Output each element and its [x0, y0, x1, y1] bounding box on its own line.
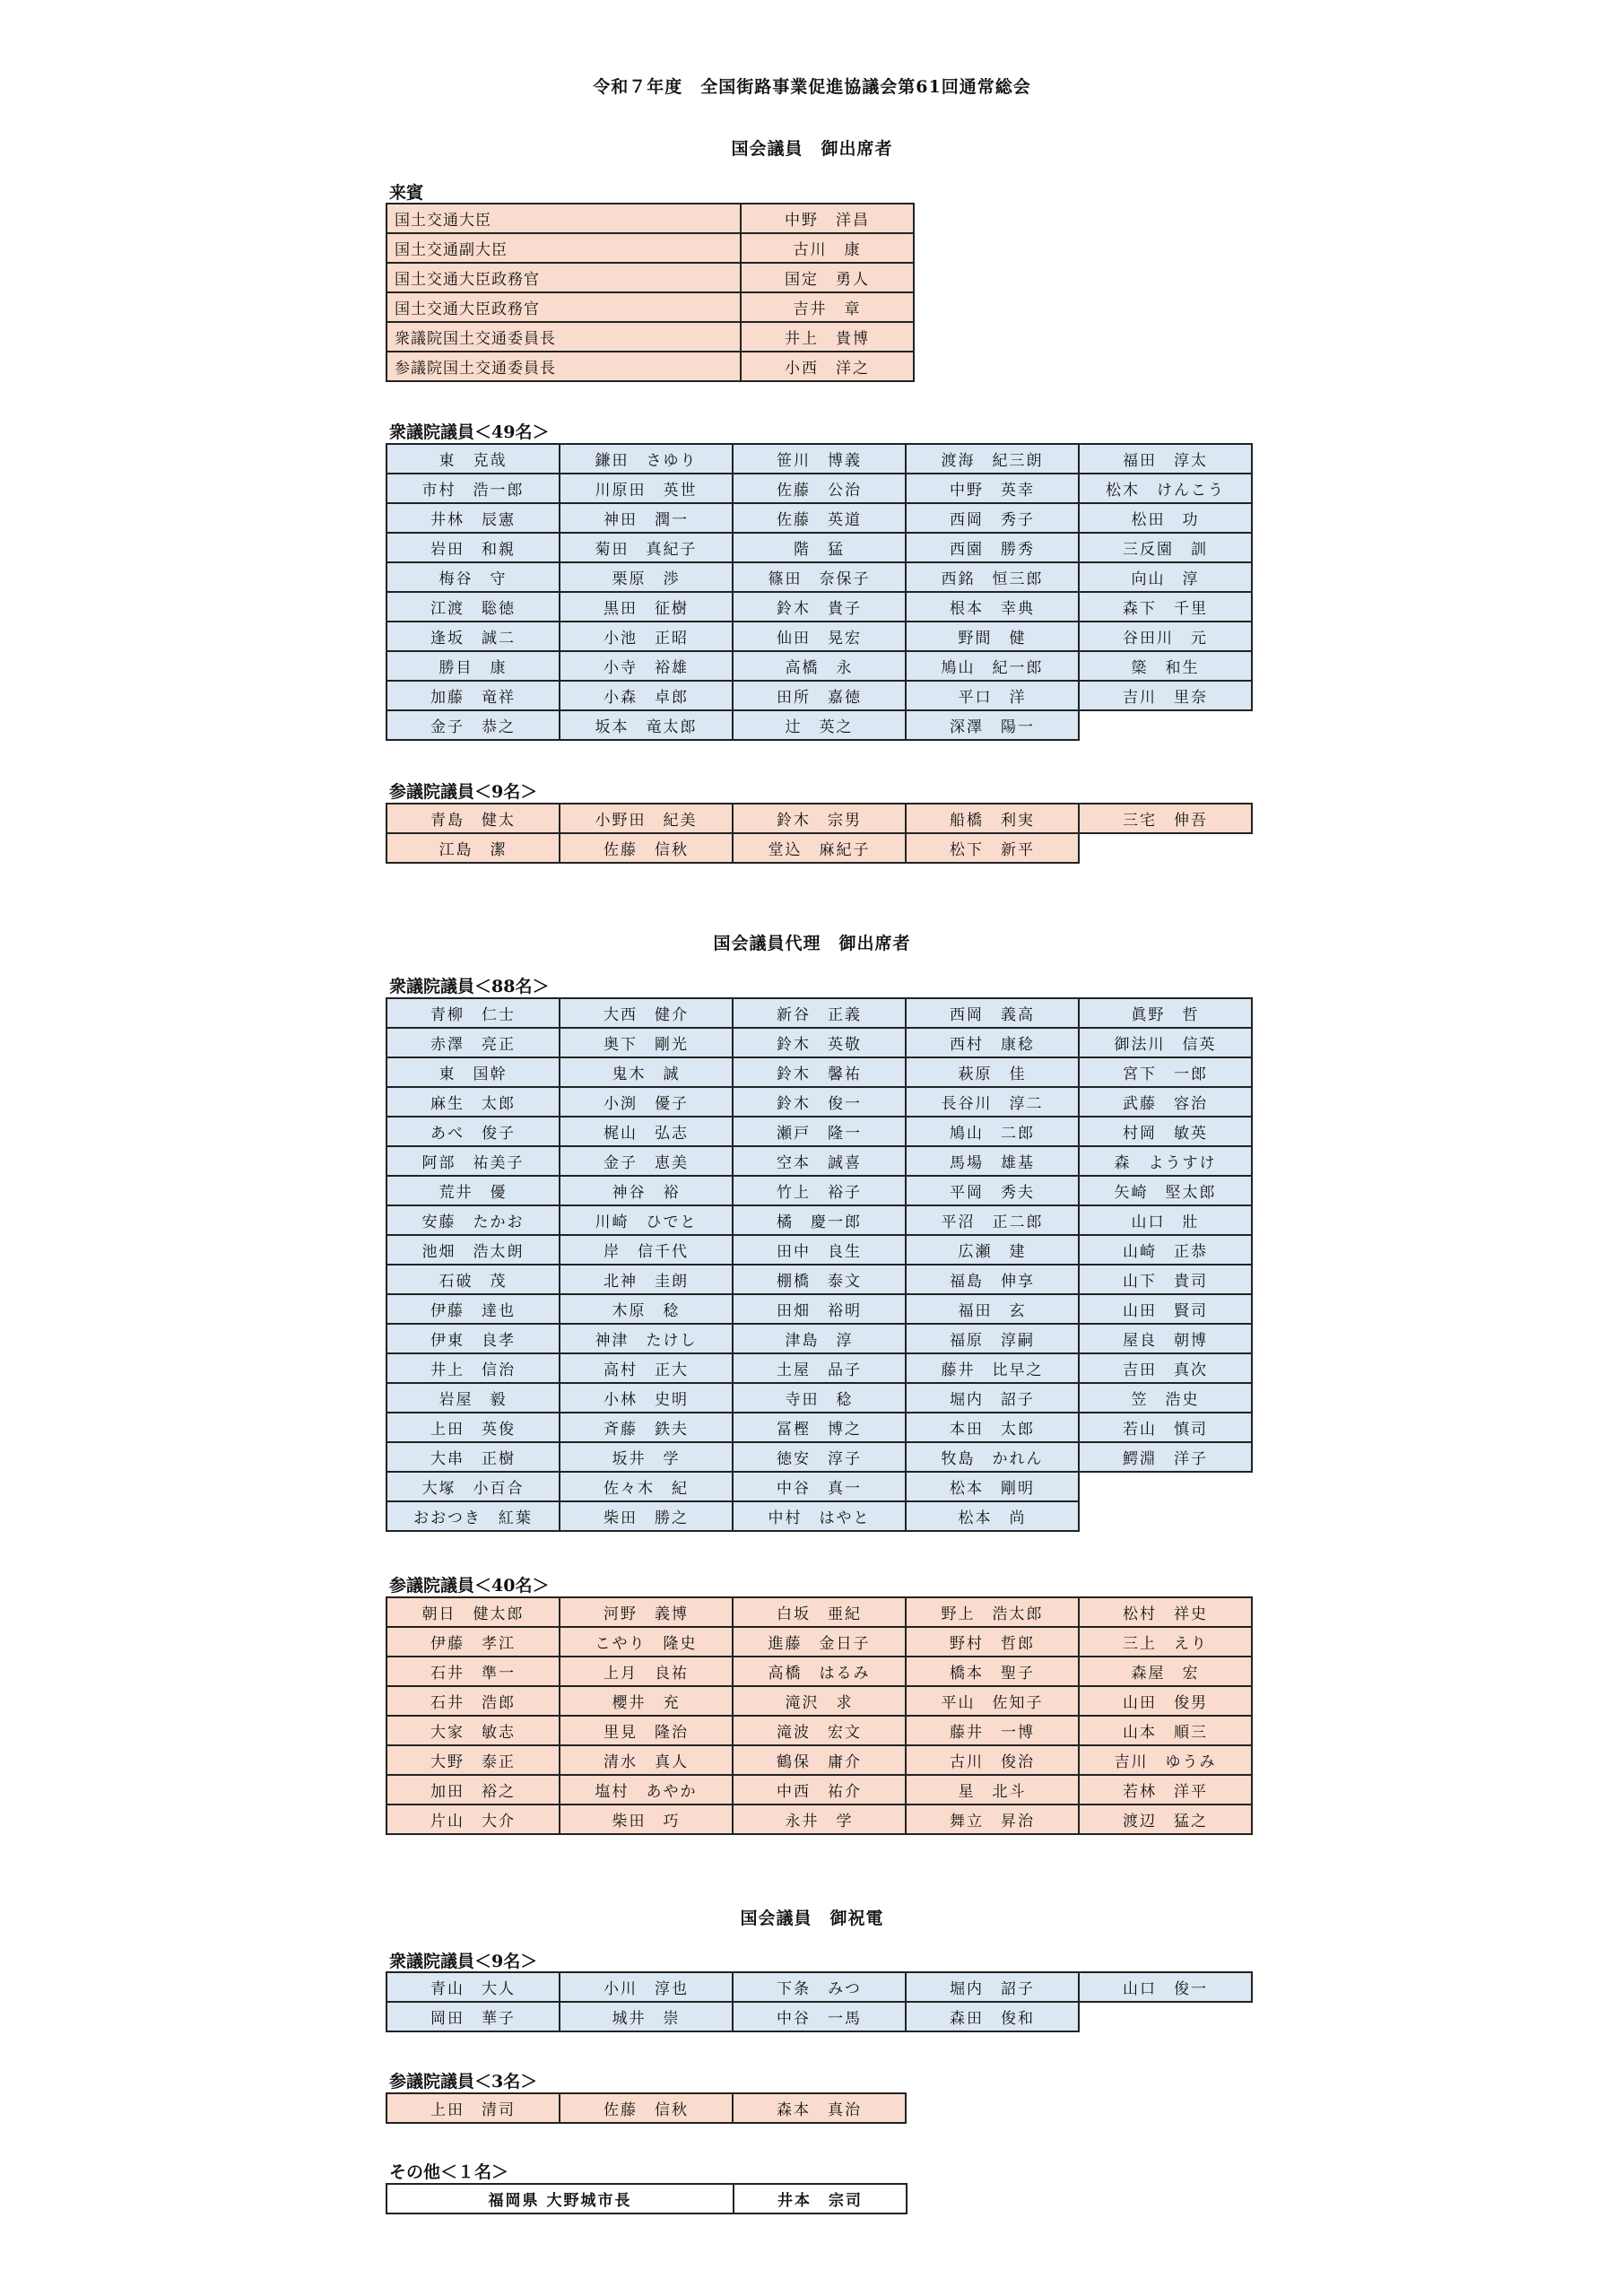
- member-name-cell: 東 克哉: [386, 444, 560, 474]
- member-name-cell: 小寺 裕雄: [560, 651, 733, 681]
- table-row: [386, 1805, 1252, 1834]
- member-name-cell: 御法川 信英: [1079, 1028, 1252, 1057]
- table-row: [386, 1146, 1252, 1176]
- member-name-cell: 江島 潔: [386, 833, 560, 863]
- member-name-cell: 北神 圭朗: [560, 1265, 733, 1294]
- member-name-cell: 鳩山 紀一郎: [906, 651, 1079, 681]
- member-name-cell: 川崎 ひでと: [560, 1205, 733, 1235]
- member-name-cell: 国定 勇人: [741, 263, 914, 292]
- table-row: [386, 622, 1252, 651]
- section-heading-attendees: 国会議員 御出席者: [731, 139, 893, 159]
- table-row: [386, 804, 1252, 833]
- table-row: [386, 1745, 1252, 1775]
- member-name-cell: 青山 大人: [386, 1972, 560, 2002]
- member-name-cell: 池畑 浩太朗: [386, 1235, 560, 1265]
- table-row: [386, 1205, 1252, 1235]
- member-name-cell: 中西 祐介: [733, 1775, 906, 1805]
- member-name-cell: 安藤 たかお: [386, 1205, 560, 1235]
- member-name-cell: 佐藤 英道: [733, 503, 906, 533]
- member-name-cell: 吉川 ゆうみ: [1079, 1745, 1252, 1775]
- member-name-cell: 堂込 麻紀子: [733, 833, 906, 863]
- member-name-cell: 寺田 稔: [733, 1383, 906, 1413]
- empty-cell: [1079, 1472, 1252, 1501]
- guests-table: [386, 203, 915, 382]
- table-row: [386, 2184, 907, 2213]
- member-name-cell: 岩屋 毅: [386, 1383, 560, 1413]
- empty-cell: [1079, 710, 1252, 740]
- member-name-cell: 進藤 金日子: [733, 1627, 906, 1657]
- member-name-cell: 金子 恭之: [386, 710, 560, 740]
- member-name-cell: 逢坂 誠二: [386, 622, 560, 651]
- table-row: [386, 1057, 1252, 1087]
- member-name-cell: 山本 順三: [1079, 1716, 1252, 1745]
- member-name-cell: 鳩山 二郎: [906, 1117, 1079, 1146]
- member-name-cell: 井上 貴博: [741, 322, 914, 352]
- member-name-cell: 青島 健太: [386, 804, 560, 833]
- member-name-cell: 渡海 紀三朗: [906, 444, 1079, 474]
- member-name-cell: 梶山 弘志: [560, 1117, 733, 1146]
- member-name-cell: 森屋 宏: [1079, 1657, 1252, 1686]
- member-name-cell: 上月 良祐: [560, 1657, 733, 1686]
- member-name-cell: 岩田 和親: [386, 533, 560, 562]
- member-name-cell: 柴田 巧: [560, 1805, 733, 1834]
- member-name-cell: 藤井 比早之: [906, 1353, 1079, 1383]
- table-row: [386, 503, 1252, 533]
- member-name-cell: 井本 宗司: [734, 2184, 907, 2213]
- member-name-cell: 松村 祥史: [1079, 1597, 1252, 1627]
- member-name-cell: 河野 義博: [560, 1597, 733, 1627]
- member-name-cell: 岡田 華子: [386, 2002, 560, 2031]
- member-name-cell: 矢崎 堅太郎: [1079, 1176, 1252, 1205]
- table-row: [386, 592, 1252, 622]
- member-name-cell: 新谷 正義: [733, 998, 906, 1028]
- member-name-cell: 篠田 奈保子: [733, 562, 906, 592]
- member-name-cell: 中野 洋昌: [741, 204, 914, 233]
- member-name-cell: 白坂 亜紀: [733, 1597, 906, 1627]
- member-name-cell: 萩原 佳: [906, 1057, 1079, 1087]
- member-name-cell: 小渕 優子: [560, 1087, 733, 1117]
- member-name-cell: 長谷川 淳二: [906, 1087, 1079, 1117]
- member-name-cell: 神津 たけし: [560, 1324, 733, 1353]
- member-name-cell: 三上 えり: [1079, 1627, 1252, 1657]
- member-name-cell: 江渡 聡徳: [386, 592, 560, 622]
- member-name-cell: 滝沢 求: [733, 1686, 906, 1716]
- member-name-cell: 津島 淳: [733, 1324, 906, 1353]
- proxy-lower-table: [386, 997, 1253, 1532]
- table-row: [386, 263, 914, 292]
- member-name-cell: 小野田 紀美: [560, 804, 733, 833]
- member-name-cell: 滝波 宏文: [733, 1716, 906, 1745]
- member-name-cell: 田畑 裕明: [733, 1294, 906, 1324]
- member-name-cell: 鈴木 俊一: [733, 1087, 906, 1117]
- member-name-cell: 笠 浩史: [1079, 1383, 1252, 1413]
- member-name-cell: 井林 辰憲: [386, 503, 560, 533]
- member-name-cell: 平口 洋: [906, 681, 1079, 710]
- member-name-cell: 中野 英幸: [906, 474, 1079, 503]
- others-label: その他＜１名＞: [389, 2162, 509, 2182]
- member-name-cell: 福田 玄: [906, 1294, 1079, 1324]
- table-row: [386, 681, 1252, 710]
- table-row: [386, 1716, 1252, 1745]
- member-name-cell: 仙田 晃宏: [733, 622, 906, 651]
- member-name-cell: 松下 新平: [906, 833, 1079, 863]
- position-cell: 国土交通大臣政務官: [386, 292, 741, 322]
- empty-cell: [1079, 2002, 1252, 2031]
- member-name-cell: 馬場 雄基: [906, 1146, 1079, 1176]
- member-name-cell: 堀内 詔子: [906, 1383, 1079, 1413]
- tele-upper-label: 参議院議員＜3名＞: [389, 2072, 538, 2092]
- member-name-cell: 坂井 学: [560, 1442, 733, 1472]
- member-name-cell: 鰐淵 洋子: [1079, 1442, 1252, 1472]
- member-name-cell: 朝日 健太郎: [386, 1597, 560, 1627]
- member-name-cell: 吉川 里奈: [1079, 681, 1252, 710]
- member-name-cell: 船橋 利実: [906, 804, 1079, 833]
- member-name-cell: 加田 裕之: [386, 1775, 560, 1805]
- member-name-cell: 西銘 恒三郎: [906, 562, 1079, 592]
- table-row: [386, 1501, 1252, 1531]
- guests-label: 来賓: [389, 183, 424, 203]
- member-name-cell: 中谷 一馬: [733, 2002, 906, 2031]
- member-name-cell: 佐藤 信秋: [560, 833, 733, 863]
- table-row: [386, 292, 914, 322]
- member-name-cell: 瀬戸 隆一: [733, 1117, 906, 1146]
- member-name-cell: 石井 準一: [386, 1657, 560, 1686]
- table-row: [386, 998, 1252, 1028]
- member-name-cell: 村岡 敏英: [1079, 1117, 1252, 1146]
- member-name-cell: 東 国幹: [386, 1057, 560, 1087]
- member-name-cell: 市村 浩一郎: [386, 474, 560, 503]
- member-name-cell: 片山 大介: [386, 1805, 560, 1834]
- proxy-upper-table: [386, 1596, 1253, 1835]
- member-name-cell: 吉井 章: [741, 292, 914, 322]
- member-name-cell: 坂本 竜太郎: [560, 710, 733, 740]
- member-name-cell: 塩村 あやか: [560, 1775, 733, 1805]
- member-name-cell: 藤井 一博: [906, 1716, 1079, 1745]
- table-row: [386, 1117, 1252, 1146]
- member-name-cell: 鈴木 貴子: [733, 592, 906, 622]
- member-name-cell: 棚橋 泰文: [733, 1265, 906, 1294]
- member-name-cell: 青柳 仁士: [386, 998, 560, 1028]
- member-name-cell: 野上 浩太郎: [906, 1597, 1079, 1627]
- position-cell: 衆議院国土交通委員長: [386, 322, 741, 352]
- member-name-cell: 広瀬 建: [906, 1235, 1079, 1265]
- member-name-cell: 簗 和生: [1079, 651, 1252, 681]
- member-name-cell: 高橋 はるみ: [733, 1657, 906, 1686]
- table-row: [386, 1472, 1252, 1501]
- member-name-cell: 星 北斗: [906, 1775, 1079, 1805]
- member-name-cell: 金子 恵美: [560, 1146, 733, 1176]
- member-name-cell: 小西 洋之: [741, 352, 914, 381]
- member-name-cell: 松田 功: [1079, 503, 1252, 533]
- member-name-cell: 松本 剛明: [906, 1472, 1079, 1501]
- member-name-cell: 川原田 英世: [560, 474, 733, 503]
- member-name-cell: 永井 学: [733, 1805, 906, 1834]
- member-name-cell: 三宅 伸吾: [1079, 804, 1252, 833]
- document-title: 令和７年度 全国街路事業促進協議会第61回通常総会: [593, 77, 1031, 97]
- member-name-cell: 鈴木 英敬: [733, 1028, 906, 1057]
- table-row: [386, 833, 1252, 863]
- table-row: [386, 352, 914, 381]
- member-name-cell: 荒井 優: [386, 1176, 560, 1205]
- member-name-cell: 伊藤 孝江: [386, 1627, 560, 1657]
- table-row: [386, 1265, 1252, 1294]
- member-name-cell: 森本 真治: [733, 2093, 906, 2123]
- table-row: [386, 444, 1252, 474]
- member-name-cell: 舞立 昇治: [906, 1805, 1079, 1834]
- member-name-cell: 眞野 哲: [1079, 998, 1252, 1028]
- member-name-cell: 西岡 義高: [906, 998, 1079, 1028]
- position-cell: 福岡県 大野城市長: [386, 2184, 734, 2213]
- member-name-cell: 武藤 容治: [1079, 1087, 1252, 1117]
- member-name-cell: 平岡 秀夫: [906, 1176, 1079, 1205]
- member-name-cell: 上田 英俊: [386, 1413, 560, 1442]
- attend-upper-label: 参議院議員＜9名＞: [389, 782, 538, 802]
- table-row: [386, 1442, 1252, 1472]
- table-row: [386, 533, 1252, 562]
- table-row: [386, 1597, 1252, 1627]
- member-name-cell: 屋良 朝博: [1079, 1324, 1252, 1353]
- member-name-cell: 森 ようすけ: [1079, 1146, 1252, 1176]
- member-name-cell: 森田 俊和: [906, 2002, 1079, 2031]
- table-row: [386, 1235, 1252, 1265]
- member-name-cell: 栗原 渉: [560, 562, 733, 592]
- member-name-cell: 福原 淳嗣: [906, 1324, 1079, 1353]
- table-row: [386, 1972, 1252, 2002]
- member-name-cell: 麻生 太郎: [386, 1087, 560, 1117]
- member-name-cell: 中谷 真一: [733, 1472, 906, 1501]
- section-heading-telegrams: 国会議員 御祝電: [740, 1909, 884, 1928]
- member-name-cell: 大西 健介: [560, 998, 733, 1028]
- member-name-cell: あべ 俊子: [386, 1117, 560, 1146]
- tele-upper-table: [386, 2092, 907, 2124]
- member-name-cell: 上田 清司: [386, 2093, 560, 2123]
- member-name-cell: 黒田 征樹: [560, 592, 733, 622]
- table-row: [386, 474, 1252, 503]
- member-name-cell: 石破 茂: [386, 1265, 560, 1294]
- member-name-cell: 田中 良生: [733, 1235, 906, 1265]
- table-row: [386, 1383, 1252, 1413]
- attend-lower-label: 衆議院議員＜49名＞: [389, 422, 550, 442]
- member-name-cell: 福島 伸享: [906, 1265, 1079, 1294]
- table-row: [386, 562, 1252, 592]
- member-name-cell: こやり 隆史: [560, 1627, 733, 1657]
- member-name-cell: 本田 太郎: [906, 1413, 1079, 1442]
- member-name-cell: 山口 壯: [1079, 1205, 1252, 1235]
- section-heading-proxies: 国会議員代理 御出席者: [713, 934, 911, 953]
- position-cell: 参議院国土交通委員長: [386, 352, 741, 381]
- table-row: [386, 1324, 1252, 1353]
- member-name-cell: 鎌田 さゆり: [560, 444, 733, 474]
- table-row: [386, 1627, 1252, 1657]
- member-name-cell: 福田 淳太: [1079, 444, 1252, 474]
- member-name-cell: 大家 敏志: [386, 1716, 560, 1745]
- position-cell: 国土交通副大臣: [386, 233, 741, 263]
- table-row: [386, 1028, 1252, 1057]
- table-row: [386, 322, 914, 352]
- member-name-cell: 吉田 真次: [1079, 1353, 1252, 1383]
- member-name-cell: 奥下 剛光: [560, 1028, 733, 1057]
- member-name-cell: 冨樫 博之: [733, 1413, 906, 1442]
- member-name-cell: 三反園 訓: [1079, 533, 1252, 562]
- attend-upper-table: [386, 803, 1253, 864]
- member-name-cell: 神田 潤一: [560, 503, 733, 533]
- table-row: [386, 233, 914, 263]
- member-name-cell: 清水 真人: [560, 1745, 733, 1775]
- member-name-cell: 空本 誠喜: [733, 1146, 906, 1176]
- member-name-cell: 伊東 良孝: [386, 1324, 560, 1353]
- member-name-cell: おおつき 紅葉: [386, 1501, 560, 1531]
- others-table: [386, 2183, 908, 2214]
- member-name-cell: 宮下 一郎: [1079, 1057, 1252, 1087]
- member-name-cell: 松木 けんこう: [1079, 474, 1252, 503]
- member-name-cell: 田所 嘉徳: [733, 681, 906, 710]
- member-name-cell: 高村 正大: [560, 1353, 733, 1383]
- member-name-cell: 森下 千里: [1079, 592, 1252, 622]
- member-name-cell: 柴田 勝之: [560, 1501, 733, 1531]
- member-name-cell: 徳安 淳子: [733, 1442, 906, 1472]
- table-row: [386, 2002, 1252, 2031]
- position-cell: 国土交通大臣: [386, 204, 741, 233]
- member-name-cell: 松本 尚: [906, 1501, 1079, 1531]
- member-name-cell: 加藤 竜祥: [386, 681, 560, 710]
- member-name-cell: 土屋 品子: [733, 1353, 906, 1383]
- member-name-cell: 阿部 祐美子: [386, 1146, 560, 1176]
- member-name-cell: 鬼木 誠: [560, 1057, 733, 1087]
- member-name-cell: 竹上 裕子: [733, 1176, 906, 1205]
- member-name-cell: 岸 信千代: [560, 1235, 733, 1265]
- member-name-cell: 山崎 正恭: [1079, 1235, 1252, 1265]
- member-name-cell: 大串 正樹: [386, 1442, 560, 1472]
- member-name-cell: 小川 淳也: [560, 1972, 733, 2002]
- member-name-cell: 菊田 真紀子: [560, 533, 733, 562]
- member-name-cell: 平山 佐知子: [906, 1686, 1079, 1716]
- member-name-cell: 階 猛: [733, 533, 906, 562]
- member-name-cell: 牧島 かれん: [906, 1442, 1079, 1472]
- attend-lower-table: [386, 443, 1253, 741]
- member-name-cell: 平沼 正二郎: [906, 1205, 1079, 1235]
- member-name-cell: 櫻井 充: [560, 1686, 733, 1716]
- table-row: [386, 1413, 1252, 1442]
- member-name-cell: 神谷 裕: [560, 1176, 733, 1205]
- member-name-cell: 勝目 康: [386, 651, 560, 681]
- tele-lower-label: 衆議院議員＜9名＞: [389, 1952, 538, 1971]
- member-name-cell: 渡辺 猛之: [1079, 1805, 1252, 1834]
- member-name-cell: 小池 正昭: [560, 622, 733, 651]
- member-name-cell: 斉藤 鉄夫: [560, 1413, 733, 1442]
- member-name-cell: 西村 康稔: [906, 1028, 1079, 1057]
- member-name-cell: 城井 崇: [560, 2002, 733, 2031]
- table-row: [386, 1294, 1252, 1324]
- member-name-cell: 梅谷 守: [386, 562, 560, 592]
- member-name-cell: 佐藤 公治: [733, 474, 906, 503]
- member-name-cell: 鈴木 宗男: [733, 804, 906, 833]
- member-name-cell: 伊藤 達也: [386, 1294, 560, 1324]
- member-name-cell: 谷田川 元: [1079, 622, 1252, 651]
- member-name-cell: 橋本 聖子: [906, 1657, 1079, 1686]
- member-name-cell: 里見 隆治: [560, 1716, 733, 1745]
- member-name-cell: 中村 はやと: [733, 1501, 906, 1531]
- member-name-cell: 大野 泰正: [386, 1745, 560, 1775]
- member-name-cell: 石井 浩郎: [386, 1686, 560, 1716]
- member-name-cell: 高橋 永: [733, 651, 906, 681]
- position-cell: 国土交通大臣政務官: [386, 263, 741, 292]
- member-name-cell: 山口 俊一: [1079, 1972, 1252, 2002]
- member-name-cell: 若林 洋平: [1079, 1775, 1252, 1805]
- member-name-cell: 山田 俊男: [1079, 1686, 1252, 1716]
- member-name-cell: 笹川 博義: [733, 444, 906, 474]
- member-name-cell: 井上 信治: [386, 1353, 560, 1383]
- table-row: [386, 710, 1252, 740]
- member-name-cell: 小林 史明: [560, 1383, 733, 1413]
- member-name-cell: 下条 みつ: [733, 1972, 906, 2002]
- member-name-cell: 鶴保 庸介: [733, 1745, 906, 1775]
- member-name-cell: 西岡 秀子: [906, 503, 1079, 533]
- member-name-cell: 深澤 陽一: [906, 710, 1079, 740]
- member-name-cell: 向山 淳: [1079, 562, 1252, 592]
- member-name-cell: 野間 健: [906, 622, 1079, 651]
- table-row: [386, 1176, 1252, 1205]
- member-name-cell: 木原 稔: [560, 1294, 733, 1324]
- member-name-cell: 赤澤 亮正: [386, 1028, 560, 1057]
- member-name-cell: 山下 貴司: [1079, 1265, 1252, 1294]
- proxy-upper-label: 参議院議員＜40名＞: [389, 1576, 550, 1596]
- member-name-cell: 野村 哲郎: [906, 1627, 1079, 1657]
- table-row: [386, 1353, 1252, 1383]
- member-name-cell: 根本 幸典: [906, 592, 1079, 622]
- member-name-cell: 堀内 詔子: [906, 1972, 1079, 2002]
- table-row: [386, 1775, 1252, 1805]
- member-name-cell: 橘 慶一郎: [733, 1205, 906, 1235]
- table-row: [386, 1087, 1252, 1117]
- empty-cell: [1079, 1501, 1252, 1531]
- member-name-cell: 辻 英之: [733, 710, 906, 740]
- member-name-cell: 大塚 小百合: [386, 1472, 560, 1501]
- table-row: [386, 651, 1252, 681]
- member-name-cell: 小森 卓郎: [560, 681, 733, 710]
- table-row: [386, 1686, 1252, 1716]
- member-name-cell: 古川 康: [741, 233, 914, 263]
- proxy-lower-label: 衆議院議員＜88名＞: [389, 977, 550, 996]
- member-name-cell: 鈴木 馨祐: [733, 1057, 906, 1087]
- table-row: [386, 204, 914, 233]
- member-name-cell: 佐藤 信秋: [560, 2093, 733, 2123]
- member-name-cell: 古川 俊治: [906, 1745, 1079, 1775]
- member-name-cell: 佐々木 紀: [560, 1472, 733, 1501]
- table-row: [386, 2093, 906, 2123]
- table-row: [386, 1657, 1252, 1686]
- member-name-cell: 西園 勝秀: [906, 533, 1079, 562]
- member-name-cell: 若山 慎司: [1079, 1413, 1252, 1442]
- tele-lower-table: [386, 1971, 1253, 2032]
- member-name-cell: 山田 賢司: [1079, 1294, 1252, 1324]
- empty-cell: [1079, 833, 1252, 863]
